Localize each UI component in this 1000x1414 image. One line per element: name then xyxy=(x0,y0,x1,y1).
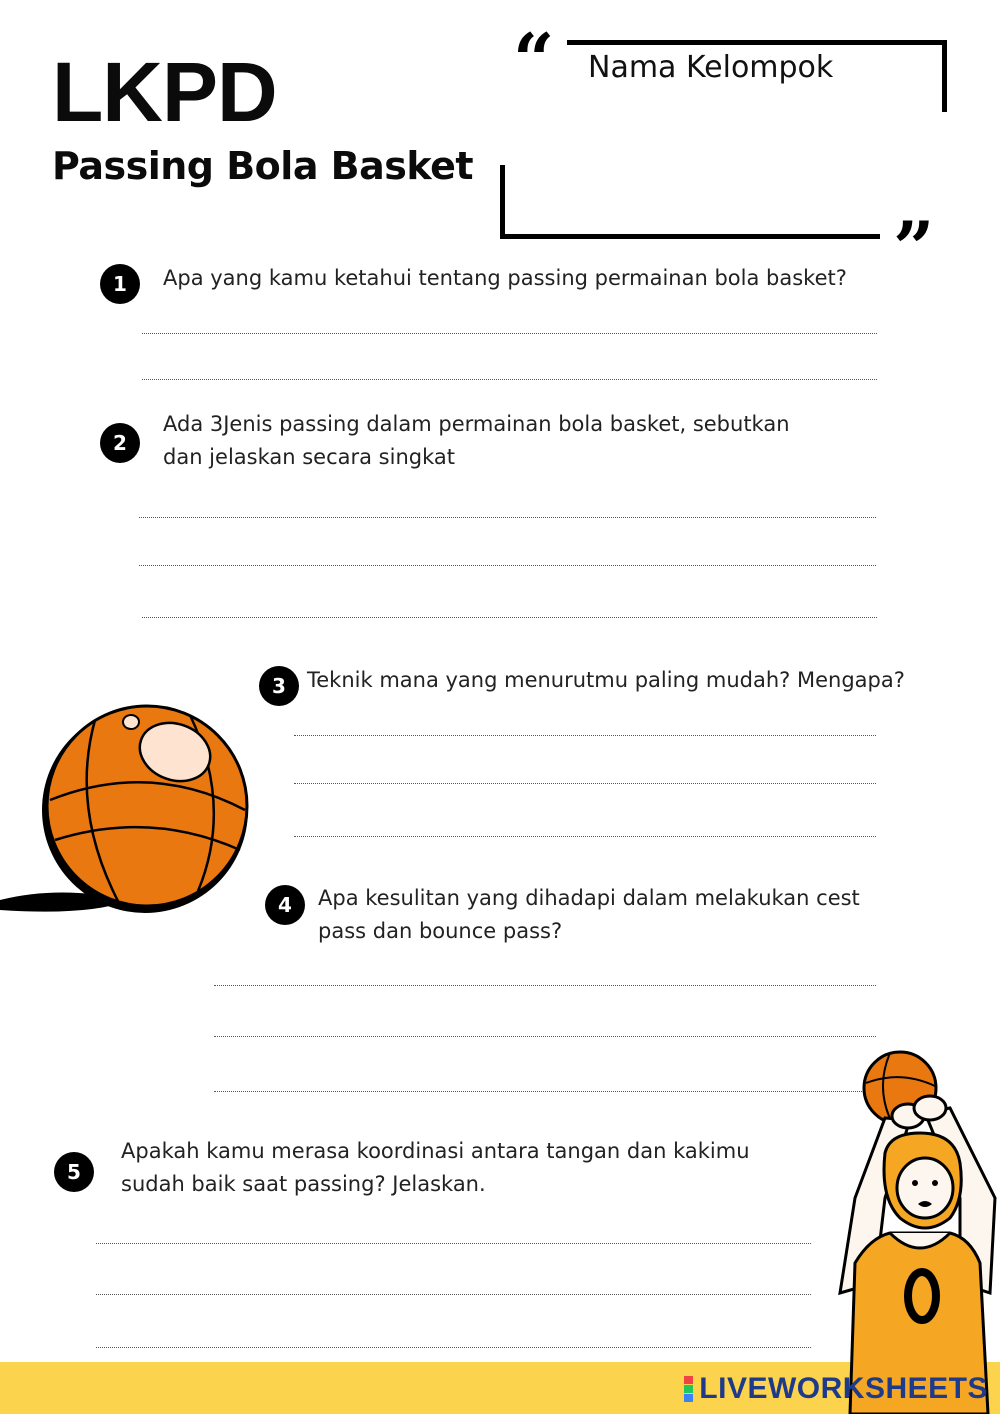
answer-line[interactable] xyxy=(214,985,876,986)
question-number-2: 2 xyxy=(100,423,140,463)
question-4-line-1: Apa kesulitan yang dihadapi dalam melakukan cest xyxy=(318,886,860,910)
page-title: LKPD xyxy=(52,45,277,139)
question-1-text: Apa yang kamu ketahui tentang passing permainan bola basket? xyxy=(163,266,847,290)
question-number-3: 3 xyxy=(259,666,299,706)
question-3-text: Teknik mana yang menurutmu paling mudah? Mengapa? xyxy=(307,668,905,692)
liveworksheets-brand[interactable] xyxy=(684,1372,988,1406)
answer-line[interactable] xyxy=(96,1347,811,1348)
answer-line[interactable] xyxy=(214,1091,876,1092)
answer-line[interactable] xyxy=(142,617,877,618)
question-5-line-1: Apakah kamu merasa koordinasi antara tangan dan kakimu xyxy=(121,1139,750,1163)
answer-line[interactable] xyxy=(294,836,876,837)
basketball-player-illustration xyxy=(830,1048,1000,1414)
question-number-4: 4 xyxy=(265,885,305,925)
group-name-label: Nama Kelompok xyxy=(588,50,834,85)
answer-line[interactable] xyxy=(139,565,876,566)
answer-line[interactable] xyxy=(96,1294,811,1295)
answer-line[interactable] xyxy=(214,1036,876,1037)
group-frame-bottom[interactable] xyxy=(500,165,880,239)
page-subtitle: Passing Bola Basket xyxy=(52,144,474,188)
answer-line[interactable] xyxy=(139,517,876,518)
answer-line[interactable] xyxy=(96,1243,811,1244)
answer-line[interactable] xyxy=(142,333,877,334)
question-number-1: 1 xyxy=(100,264,140,304)
brand-text: LIVEWORKSHEETS xyxy=(699,1372,988,1405)
answer-line[interactable] xyxy=(294,783,876,784)
question-4-line-2: pass dan bounce pass? xyxy=(318,919,563,943)
open-quote-icon: “ xyxy=(513,17,555,102)
liveworksheets-logo-icon xyxy=(684,1376,693,1402)
answer-line[interactable] xyxy=(294,735,876,736)
question-2-line-2: dan jelaskan secara singkat xyxy=(163,445,455,469)
question-2-line-1: Ada 3Jenis passing dalam permainan bola basket, sebutkan xyxy=(163,412,790,436)
answer-line[interactable] xyxy=(142,379,877,380)
close-quote-icon: ” xyxy=(893,205,935,290)
basketball-illustration xyxy=(0,700,260,920)
question-5-line-2: sudah baik saat passing? Jelaskan. xyxy=(121,1172,486,1196)
question-number-5: 5 xyxy=(54,1152,94,1192)
